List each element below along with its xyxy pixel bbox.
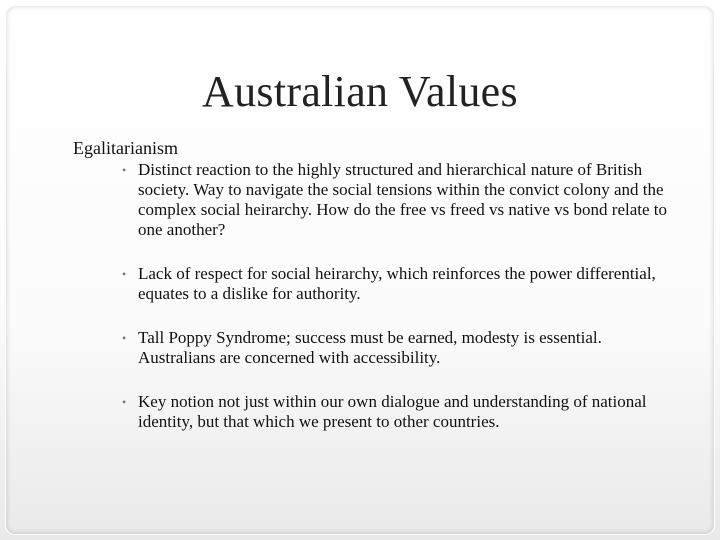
section-heading: Egalitarianism xyxy=(73,138,178,158)
bullet-dot-icon: • xyxy=(122,331,127,345)
bullet-item xyxy=(118,392,678,432)
bullet-list xyxy=(118,160,678,432)
bullet-dot-icon: • xyxy=(122,163,127,177)
bullet-text: Key notion not just within our own dialogue and understanding of national identity, but that which we present to other countries. xyxy=(138,392,647,431)
bullet-text: Lack of respect for social heirarchy, which reinforces the power differential, equates to a dislike for authority. xyxy=(138,264,656,303)
bullet-item xyxy=(118,264,678,304)
bullet-item xyxy=(118,328,678,368)
bullet-item xyxy=(118,160,678,240)
slide-title: Australian Values xyxy=(202,67,518,116)
bullet-dot-icon: • xyxy=(122,395,127,409)
bullet-text: Tall Poppy Syndrome; success must be earned, modesty is essential. Australians are concerned with accessibility. xyxy=(138,328,602,367)
bullet-dot-icon: • xyxy=(122,267,127,281)
bullet-text: Distinct reaction to the highly structured and hierarchical nature of British society. Way to navigate the social tensions within the convict colony and the complex social heirarchy. How do the free vs freed vs native vs bond relate to one another? xyxy=(138,160,668,239)
